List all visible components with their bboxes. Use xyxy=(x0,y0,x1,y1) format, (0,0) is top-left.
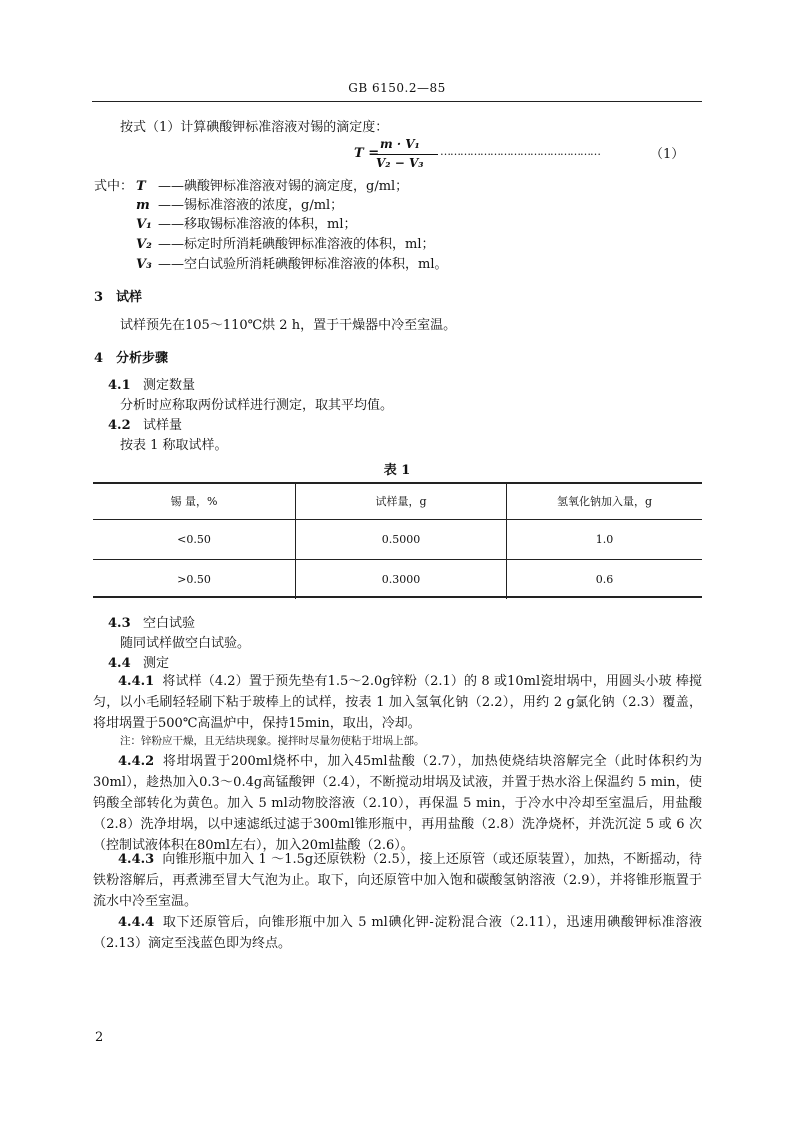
paragraph-number: 4.4.1 xyxy=(118,674,155,689)
note: 注：锌粉应干燥，且无结块现象。搅拌时尽量勿使粘于坩埚上部。 xyxy=(120,735,425,747)
subsection-body: 分析时应称取两份试样进行测定，取其平均值。 xyxy=(120,398,394,413)
formula-numerator: m · V₁ xyxy=(380,137,420,151)
paragraph-4-4-1 xyxy=(93,671,702,734)
subsection-title: 空白试验 xyxy=(143,616,196,631)
subsection-number: 4.4 xyxy=(108,656,131,671)
where-symbol: m xyxy=(136,198,150,213)
section-title: 试样 xyxy=(116,290,143,305)
section-number: 4 xyxy=(94,351,104,366)
subsection-title: 测定 xyxy=(143,656,170,671)
paragraph-4-4-4 xyxy=(93,912,702,954)
table-row xyxy=(93,560,702,600)
table-bottom-rule xyxy=(93,596,702,598)
paragraph-number: 4.4.4 xyxy=(118,915,155,930)
table-row xyxy=(93,520,702,560)
paragraph-text: 将试样（4.2）置于预先垫有1.5～2.0g锌粉（2.1）的 8 或10ml瓷坩埚中，用圆头小玻 棒搅匀，以小毛刷轻轻刷下粘于玻棒上的试样，按表 1 加入氢氧化钠（2.2），用约 2 g氯化钠（2.3）覆盖，将坩埚置于500℃高温炉中，保持15min，取出，冷却。 xyxy=(93,674,702,731)
paragraph-text: 向锥形瓶中加入 1 ～1.5g还原铁粉（2.5），接上还原管（或还原装置），加热，不断摇动，待铁粉溶解后，再煮沸至冒大气泡为止。取下，向还原管中加入饱和碳酸氢钠溶液（2.9），并将锥形瓶置于流水中冷至室温。 xyxy=(93,852,702,909)
formula-lhs: T = xyxy=(354,146,380,161)
page-number: 2 xyxy=(95,1030,104,1045)
fraction-bar xyxy=(376,154,438,155)
table-cell: 0.5000 xyxy=(296,520,507,560)
paragraph-text: 将坩埚置于200ml烧杯中，加入45ml盐酸（2.7），加热使烧结块溶解完全（此时体积约为30ml），趁热加入0.3～0.4g高锰酸钾（2.4），不断搅动坩埚及试液，并置于热水浴上保温约 5 min，使钨酸全部转化为黄色。加入 5 ml动物胶溶液（2.10），再保温 5 min，于冷水中冷却至室温后，用盐酸（2.8）洗净坩埚，以中速滤纸过滤于300ml锥形瓶中，再用盐酸（2.8）洗净烧杯，并洗沉淀 5 或 6 次（控制试液体积在80ml左右），加入20ml盐酸（2.6）。 xyxy=(93,754,702,853)
subsection-number: 4.2 xyxy=(108,418,131,433)
formula-leader: ………………………………………… xyxy=(440,145,600,158)
where-label: 式中： xyxy=(94,179,134,194)
subsection-number: 4.1 xyxy=(108,378,131,393)
where-desc: ——空白试验所消耗碘酸钾标准溶液的体积，ml。 xyxy=(158,257,448,272)
table-caption: 表 1 xyxy=(383,463,411,478)
formula-denominator: V₂ − V₃ xyxy=(376,156,424,170)
section-title: 分析步骤 xyxy=(116,351,169,366)
paragraph-4-4-3 xyxy=(93,849,702,912)
where-desc: ——标定时所消耗碘酸钾标准溶液的体积，ml； xyxy=(158,237,435,252)
table-cell: 0.3000 xyxy=(296,560,507,600)
where-symbol: V₂ xyxy=(136,237,152,252)
paragraph-number: 4.4.3 xyxy=(118,852,155,867)
where-desc: ——碘酸钾标准溶液对锡的滴定度，g/ml； xyxy=(158,179,409,194)
standard-number: GB 6150.2—85 xyxy=(348,81,446,95)
where-desc: ——移取锡标准溶液的体积，ml； xyxy=(158,217,357,232)
table-header-cell: 锡 量，% xyxy=(93,483,296,520)
where-symbol: T xyxy=(136,179,146,194)
subsection-body: 按表 1 称取试样。 xyxy=(120,438,228,453)
header-rule xyxy=(92,101,702,102)
table-cell: <0.50 xyxy=(93,520,296,560)
paragraph-4-4-2 xyxy=(93,751,702,856)
paragraph-text: 取下还原管后，向锥形瓶中加入 5 ml碘化钾-淀粉混合液（2.11），迅速用碘酸钾标准溶液（2.13）滴定至浅蓝色即为终点。 xyxy=(93,915,702,951)
table-header-cell: 氢氧化钠加入量，g xyxy=(507,483,703,520)
table-cell: 0.6 xyxy=(595,573,614,586)
table-header-cell: 试样量，g xyxy=(296,483,507,520)
where-desc: ——锡标准溶液的浓度，g/ml； xyxy=(158,198,344,213)
section-number: 3 xyxy=(94,290,104,305)
subsection-title: 测定数量 xyxy=(143,378,196,393)
sample-amount-table xyxy=(93,483,702,599)
formula-intro: 按式（1）计算碘酸钾标准溶液对锡的滴定度： xyxy=(120,120,389,135)
where-symbol: V₃ xyxy=(136,257,152,272)
where-symbol: V₁ xyxy=(136,217,152,232)
subsection-number: 4.3 xyxy=(108,616,131,631)
subsection-title: 试样量 xyxy=(143,418,183,433)
equation-number: （1） xyxy=(650,147,685,162)
section-body: 试样预先在105～110℃烘 2 h，置于干燥器中冷至室温。 xyxy=(120,318,457,333)
paragraph-number: 4.4.2 xyxy=(118,754,155,769)
table-header-row xyxy=(93,483,702,520)
subsection-body: 随同试样做空白试验。 xyxy=(120,636,251,651)
table-cell: 1.0 xyxy=(507,520,703,560)
table-cell: >0.50 xyxy=(93,560,296,600)
